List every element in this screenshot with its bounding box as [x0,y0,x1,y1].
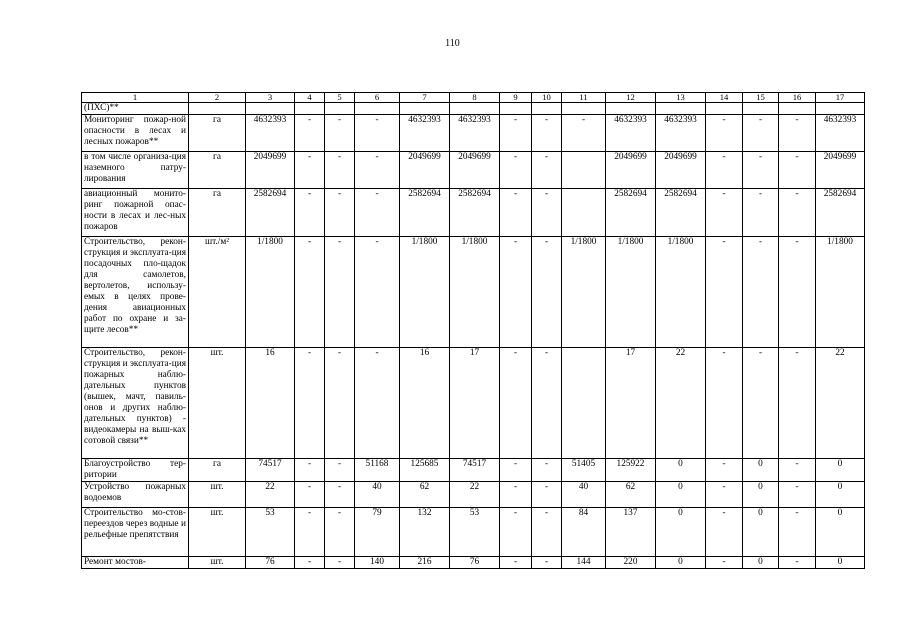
value-cell: 0 [743,482,779,508]
value-cell: - [562,115,606,152]
value-cell [656,103,706,115]
value-cell: - [355,115,400,152]
column-number: 5 [325,93,355,103]
row-label: Ремонт мостов- [82,557,189,569]
value-cell: - [325,459,355,482]
value-cell: 1/1800 [606,237,656,348]
header-row [82,93,865,103]
value-cell: 4632393 [816,115,865,152]
column-number: 13 [656,93,706,103]
value-cell: - [500,557,532,569]
value-cell: - [779,152,816,189]
value-cell: 22 [246,482,295,508]
value-cell: - [532,115,562,152]
value-cell: - [743,115,779,152]
unit-cell: шт. [189,348,246,459]
row-label: авиационный монито-ринг пожарной опас-ности в лесах и лес-ных пожаров [82,189,189,237]
unit-cell: шт. [189,508,246,557]
row-label: в том числе организа-ция наземного патру-лирования [82,152,189,189]
unit-cell: га [189,459,246,482]
value-cell [562,348,606,459]
value-cell: - [532,189,562,237]
value-cell: - [325,557,355,569]
value-cell: - [779,115,816,152]
value-cell: - [779,237,816,348]
value-cell: - [325,189,355,237]
value-cell [400,103,450,115]
value-cell: 140 [355,557,400,569]
value-cell: - [295,237,325,348]
unit-cell [189,103,246,115]
table-row [82,557,865,569]
value-cell: 1/1800 [400,237,450,348]
value-cell: 2582694 [246,189,295,237]
value-cell: 4632393 [400,115,450,152]
value-cell: - [500,482,532,508]
value-cell: 0 [743,508,779,557]
value-cell: - [355,237,400,348]
value-cell [500,103,532,115]
value-cell: 1/1800 [816,237,865,348]
value-cell: 125685 [400,459,450,482]
value-cell: - [295,482,325,508]
value-cell [562,189,606,237]
value-cell: 16 [400,348,450,459]
value-cell: - [532,557,562,569]
column-number: 3 [246,93,295,103]
value-cell: - [532,508,562,557]
value-cell: - [295,508,325,557]
row-label: Мониторинг пожар-ной опасности в лесах и лесных пожаров** [82,115,189,152]
value-cell [532,103,562,115]
value-cell: 74517 [450,459,500,482]
value-cell: - [743,152,779,189]
unit-cell: шт. [189,557,246,569]
value-cell [706,103,743,115]
value-cell: 4632393 [246,115,295,152]
value-cell: 17 [606,348,656,459]
value-cell: 2582694 [450,189,500,237]
value-cell: 62 [606,482,656,508]
value-cell: - [706,115,743,152]
value-cell: - [295,189,325,237]
value-cell: - [706,348,743,459]
value-cell: 2582694 [606,189,656,237]
value-cell: - [355,348,400,459]
row-label: Строительство мо-стов-переездов через водные и рельефные препятствия [82,508,189,557]
value-cell: - [295,348,325,459]
column-number: 2 [189,93,246,103]
value-cell: - [706,189,743,237]
value-cell: 53 [246,508,295,557]
unit-cell: шт./м² [189,237,246,348]
value-cell: - [325,482,355,508]
value-cell: - [500,348,532,459]
row-label: Устройство пожарных водоемов [82,482,189,508]
value-cell [450,103,500,115]
column-number: 17 [816,93,865,103]
value-cell: 1/1800 [562,237,606,348]
column-number: 1 [82,93,189,103]
value-cell: 4632393 [606,115,656,152]
table-row [82,189,865,237]
value-cell: - [500,189,532,237]
value-cell: 0 [656,508,706,557]
value-cell: - [295,557,325,569]
value-cell: - [500,459,532,482]
value-cell: 22 [816,348,865,459]
value-cell: 53 [450,508,500,557]
value-cell: - [532,348,562,459]
value-cell: - [779,189,816,237]
row-label: Строительство, рекон-струкция и эксплуата-ция пожарных наблю-дательных пунктов (вышек, мачт, павиль-онов и других наблю-дательных пунктов) - видеокамеры на выш-ках сотовой связи** [82,348,189,459]
value-cell: - [779,348,816,459]
value-cell: - [295,115,325,152]
unit-cell: га [189,152,246,189]
value-cell [743,103,779,115]
value-cell: - [779,508,816,557]
value-cell [779,103,816,115]
value-cell: 51168 [355,459,400,482]
value-cell: - [500,508,532,557]
value-cell: - [325,237,355,348]
value-cell: 4632393 [656,115,706,152]
value-cell: - [706,237,743,348]
value-cell: - [779,482,816,508]
column-number: 15 [743,93,779,103]
page-number: 110 [445,38,460,49]
value-cell: 22 [450,482,500,508]
value-cell: 125922 [606,459,656,482]
column-number: 16 [779,93,816,103]
value-cell: 132 [400,508,450,557]
column-number: 7 [400,93,450,103]
data-table [81,92,865,569]
table-row [82,115,865,152]
value-cell: 0 [656,459,706,482]
value-cell: 40 [355,482,400,508]
value-cell: 2582694 [816,189,865,237]
value-cell: - [779,557,816,569]
value-cell: 74517 [246,459,295,482]
column-number: 8 [450,93,500,103]
value-cell: - [500,115,532,152]
value-cell: 144 [562,557,606,569]
value-cell: 0 [816,557,865,569]
value-cell: 51405 [562,459,606,482]
value-cell: 17 [450,348,500,459]
value-cell: 2582694 [656,189,706,237]
value-cell: 76 [246,557,295,569]
column-number: 11 [562,93,606,103]
column-number: 12 [606,93,656,103]
column-number: 4 [295,93,325,103]
unit-cell: шт. [189,482,246,508]
value-cell: 2049699 [656,152,706,189]
value-cell [816,103,865,115]
value-cell: 1/1800 [656,237,706,348]
value-cell: 2049699 [246,152,295,189]
value-cell: - [355,189,400,237]
value-cell: 22 [656,348,706,459]
value-cell: 16 [246,348,295,459]
value-cell: - [706,482,743,508]
value-cell [325,103,355,115]
table-row [82,348,865,459]
value-cell: 137 [606,508,656,557]
value-cell: - [500,237,532,348]
table-row [82,152,865,189]
value-cell: - [325,115,355,152]
value-cell [355,103,400,115]
value-cell: 4632393 [450,115,500,152]
value-cell: - [532,237,562,348]
row-label: (ПХС)** [82,103,189,115]
value-cell: 76 [450,557,500,569]
value-cell: 2049699 [450,152,500,189]
table-body [82,93,865,569]
value-cell: 220 [606,557,656,569]
value-cell: 1/1800 [450,237,500,348]
value-cell: 0 [743,557,779,569]
value-cell: 84 [562,508,606,557]
value-cell: 2049699 [816,152,865,189]
value-cell [295,103,325,115]
value-cell: 2049699 [400,152,450,189]
value-cell: - [779,459,816,482]
value-cell: - [325,348,355,459]
value-cell: 1/1800 [246,237,295,348]
value-cell: 216 [400,557,450,569]
value-cell: 0 [816,482,865,508]
value-cell: 62 [400,482,450,508]
table-row [82,237,865,348]
value-cell: - [532,152,562,189]
value-cell: - [500,152,532,189]
value-cell: 2049699 [606,152,656,189]
value-cell: - [295,459,325,482]
column-number: 9 [500,93,532,103]
value-cell [246,103,295,115]
table-row [82,508,865,557]
value-cell: - [743,237,779,348]
value-cell: 0 [816,459,865,482]
column-number: 6 [355,93,400,103]
value-cell: - [355,152,400,189]
value-cell: 40 [562,482,606,508]
unit-cell: га [189,189,246,237]
unit-cell: га [189,115,246,152]
row-label: Благоустройство тер-ритории [82,459,189,482]
row-label: Строительство, рекон-струкция и эксплуата-ция посадочных пло-щадок для самолетов, вертолетов, использу-емых в целях прове-дения авиационных работ по охране и за-щите лесов** [82,237,189,348]
value-cell: - [325,508,355,557]
value-cell: - [532,482,562,508]
value-cell: - [706,557,743,569]
value-cell: - [325,152,355,189]
column-number: 10 [532,93,562,103]
value-cell: 0 [743,459,779,482]
value-cell [562,103,606,115]
value-cell: - [743,348,779,459]
value-cell: 2582694 [400,189,450,237]
value-cell [562,152,606,189]
value-cell: - [706,459,743,482]
value-cell: - [706,508,743,557]
table-row [82,103,865,115]
value-cell: - [532,459,562,482]
value-cell: - [743,189,779,237]
value-cell: 0 [656,557,706,569]
value-cell [606,103,656,115]
value-cell: 0 [656,482,706,508]
table-row [82,459,865,482]
value-cell: - [295,152,325,189]
value-cell: 79 [355,508,400,557]
table-row [82,482,865,508]
value-cell: 0 [816,508,865,557]
value-cell: - [706,152,743,189]
column-number: 14 [706,93,743,103]
